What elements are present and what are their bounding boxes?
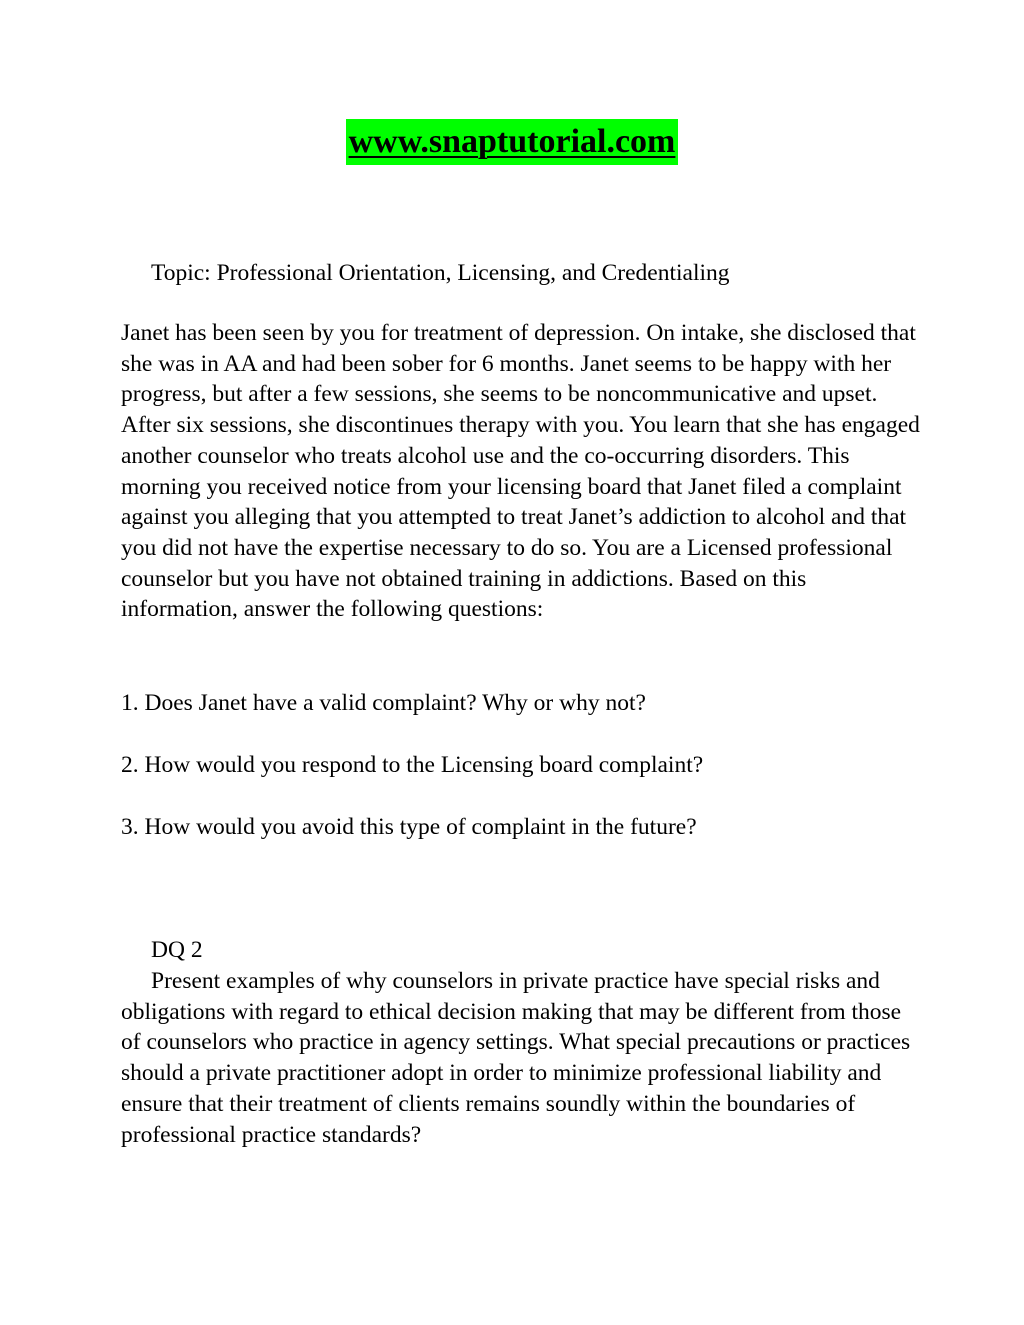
scenario-paragraph: Janet has been seen by you for treatment of depression. On intake, she disclosed that she was in AA and had been sober for 6 months. Janet seems to be happy with her progress, but after a few sessions, she seems to be noncommunicative and upset. After six sessions, she discontinues therapy with you. You learn that she has engaged another counselor who treats alcohol use and the co-occurring disorders. This morning you received notice from your licensing board that Janet filed a complaint against you alleging that you attempted to treat Janet’s addiction to alcohol and that you did not have the expertise necessary to do so. You are a Licensed professional counselor but you have not obtained training in addictions. Based on this information, answer the following questions: [121, 320, 920, 623]
site-link[interactable]: www.snaptutorial.com [346, 119, 679, 165]
dq2-label: DQ 2 [151, 937, 203, 963]
header [0, 119, 1024, 165]
topic-heading: Topic: Professional Orientation, Licensing, and Credentialing [151, 260, 730, 286]
dq2-body: Present examples of why counselors in private practice have special risks and obligations with regard to ethical decision making that may be different from those of counselors who practice in agency settings. What special precautions or practices should a private practitioner adopt in order to minimize professional liability and ensure that their treatment of clients remains soundly within the boundaries of professional practice standards? [121, 968, 911, 1148]
question-2: 2. How would you respond to the Licensing board complaint? [121, 752, 704, 778]
question-3: 3. How would you avoid this type of complaint in the future? [121, 814, 697, 840]
question-1: 1. Does Janet have a valid complaint? Why or why not? [121, 690, 646, 716]
